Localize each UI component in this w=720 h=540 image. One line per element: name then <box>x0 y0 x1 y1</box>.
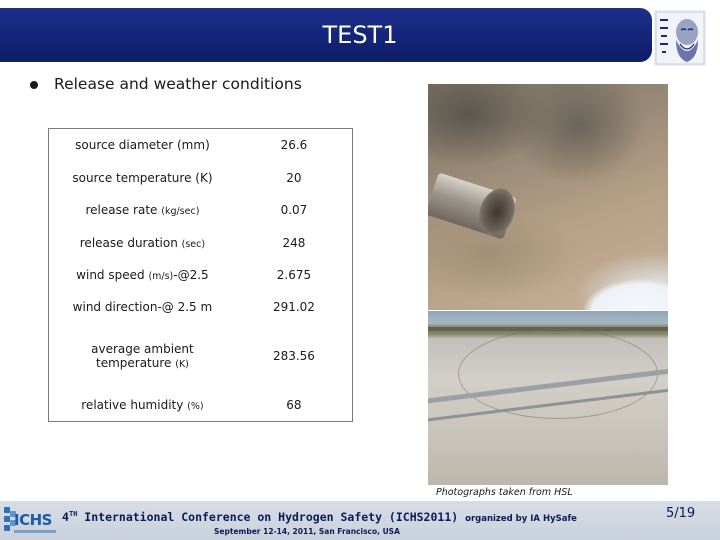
bullet-text: Release and weather conditions <box>54 75 302 93</box>
row-label: wind direction-@ 2.5 m <box>72 300 213 315</box>
row-value: 248 <box>282 235 306 250</box>
table-row <box>49 162 353 194</box>
row-value: 20 <box>286 171 302 186</box>
university-logo <box>654 10 706 66</box>
row-value: 0.07 <box>280 203 308 218</box>
row-value: 2.675 <box>276 267 312 282</box>
conference-title: 4TH International Conference on Hydrogen Safety (ICHS2011) organized by IA HySafe <box>62 510 577 524</box>
row-label: relative humidity (%) <box>81 397 204 412</box>
conditions-table <box>48 128 353 422</box>
row-value: 26.6 <box>280 138 308 153</box>
row-value: 291.02 <box>272 300 315 315</box>
page-number: 5/19 <box>666 506 696 521</box>
table-row <box>49 291 353 323</box>
ichs-logo-text: ICHS <box>14 511 52 529</box>
row-unit: (kg/sec) <box>161 206 200 218</box>
row-unit: (%) <box>187 400 204 412</box>
conference-dates: September 12-14, 2011, San Francisco, USA <box>214 527 400 536</box>
row-value: 283.56 <box>272 348 315 363</box>
table-row <box>49 194 353 226</box>
row-unit: (m/s) <box>148 270 174 282</box>
slide-title: TEST1 <box>322 21 398 49</box>
photo-caption: Photographs taken from HSL <box>436 487 573 498</box>
table-row <box>49 129 353 162</box>
row-label: release duration (sec) <box>79 235 206 250</box>
table-row <box>49 323 353 388</box>
bullet-dot <box>30 81 38 89</box>
row-label: source diameter (mm) <box>75 138 210 153</box>
logo-dot <box>4 525 10 531</box>
test-site-photo <box>428 311 668 485</box>
table-row <box>49 388 353 421</box>
organizer: organized by IA HySafe <box>465 514 577 524</box>
row-label: wind speed (m/s)-@2.5 <box>76 267 209 282</box>
row-label: average ambient temperature (K) <box>91 341 194 370</box>
row-label: source temperature (K) <box>72 171 213 186</box>
logo-underline <box>14 530 56 533</box>
ichs-logo <box>2 503 60 539</box>
row-value: 68 <box>286 397 302 412</box>
row-unit: (sec) <box>181 238 206 250</box>
table-row <box>49 259 353 291</box>
release-photo <box>428 84 668 310</box>
row-label: release rate (kg/sec) <box>85 203 200 218</box>
row-unit: (K) <box>175 358 189 370</box>
table-row <box>49 227 353 259</box>
